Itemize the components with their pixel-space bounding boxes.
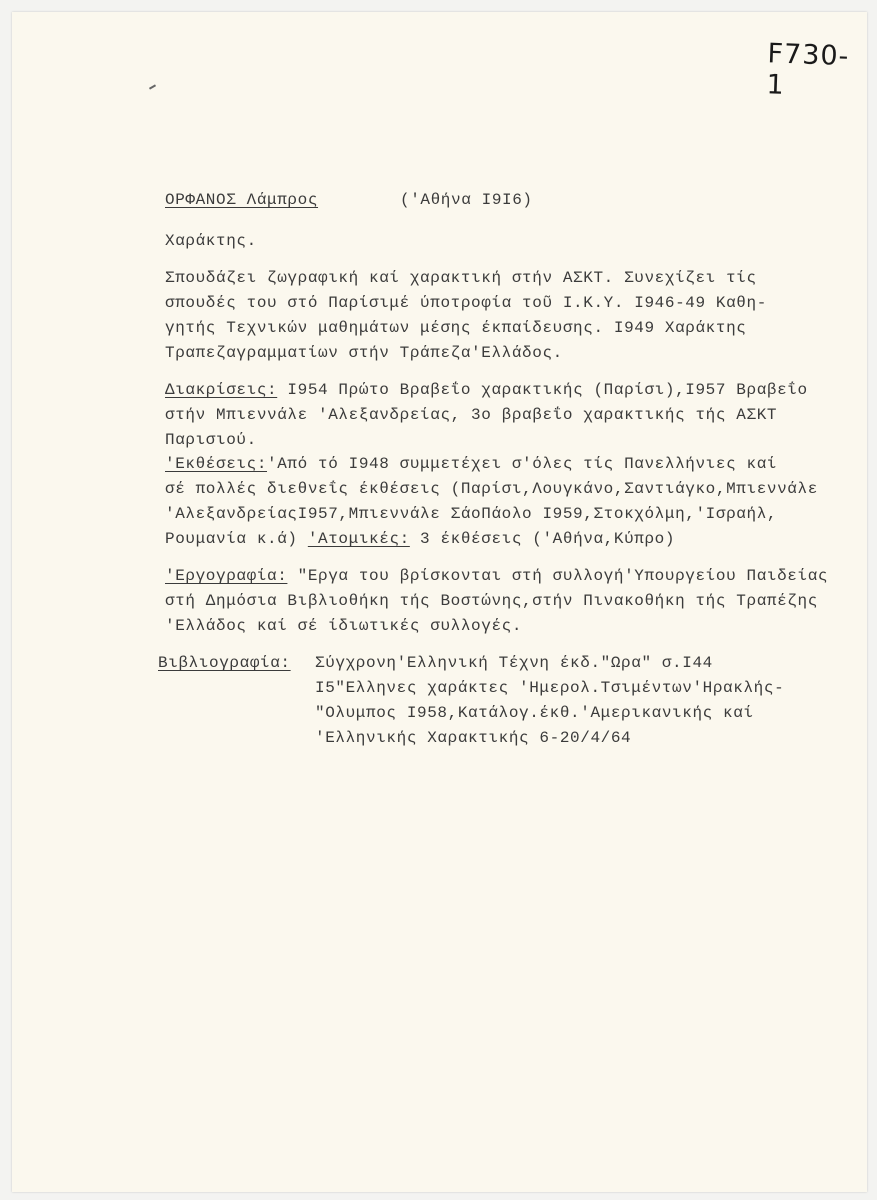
- bibliography-label: Βιβλιογραφία:: [158, 654, 291, 672]
- works-line: στή Δημόσια Βιβλιοθήκη τής Βοστώνης,στήν Πινακοθήκη τής Τραπέζης: [165, 592, 818, 610]
- archive-reference: F730- 1: [765, 38, 850, 101]
- exhibitions-line: [165, 453, 777, 475]
- biography-line: σπουδές του στό Παρίσιμέ ύποτροφία τοῦ Ι.Κ.Υ. Ι946-49 Καθη-: [165, 294, 767, 312]
- exhibitions-text: Ρουμανία κ.ά): [165, 530, 298, 548]
- bibliography-line: Ι5"Ελληνες χαράκτες 'Ημερολ.Τσιμέντων'Ηρακλής-: [315, 679, 785, 697]
- distinctions-line: Παρισιού.: [165, 431, 257, 449]
- works-line: 'Ελλάδος καί σέ ίδιωτικές συλλογές.: [165, 617, 523, 635]
- biography-line: Τραπεζαγραμματίων στήν Τράπεζα'Ελλάδος.: [165, 344, 563, 362]
- distinctions-label: Διακρίσεις:: [165, 381, 278, 399]
- document-page: [12, 12, 867, 1192]
- works-label: 'Εργογραφία:: [165, 567, 288, 585]
- exhibitions-label: 'Εκθέσεις:: [165, 455, 268, 473]
- bibliography-line: "Ολυμπος Ι958,Κατάλογ.έκθ.'Αμερικανικής καί: [315, 704, 754, 722]
- exhibitions-line: σέ πολλές διεθνεΐς έκθέσεις (Παρίσι,Λουγκάνο,Σαντιάγκο,Μπιεννάλε: [165, 480, 818, 498]
- profession: Χαράκτης.: [165, 232, 257, 250]
- ink-mark: [149, 84, 156, 89]
- distinctions-text: Ι954 Πρώτο Βραβεΐο χαρακτικής (Παρίσι),Ι957 Βραβεΐο: [277, 381, 808, 399]
- biography-line: γητής Τεχνικών μαθημάτων μέσης έκπαίδευσης. Ι949 Χαράκτης: [165, 319, 747, 337]
- bibliography-line: Σύγχρονη'Ελληνική Τέχνη έκδ."Ωρα" σ.Ι44: [315, 654, 713, 672]
- works-text: "Εργα του βρίσκονται στή συλλογή'Υπουργείου Παιδείας: [287, 567, 829, 585]
- bibliography-line: 'Ελληνικής Χαρακτικής 6-20/4/64: [315, 729, 632, 747]
- biography-line: Σπουδάζει ζωγραφική καί χαρακτική στήν ΑΣΚΤ. Συνεχίζει τίς: [165, 269, 757, 287]
- exhibitions-line: 'ΑλεξανδρείαςΙ957,Μπιεννάλε ΣάοΠάολο Ι959,Στοκχόλμη,'Ισραήλ,: [165, 505, 778, 523]
- works-line: [165, 565, 828, 587]
- distinctions-line: στήν Μπιεννάλε 'Αλεξανδρείας, 3ο βραβεΐο χαρακτικής τής ΑΣΚΤ: [165, 406, 778, 424]
- artist-name: ΟΡΦΑΝΟΣ Λάμπρος: [165, 191, 319, 209]
- exhibitions-text: 'Από τό Ι948 συμμετέχει σ'όλες τίς Πανελλήνιες καί: [267, 455, 778, 473]
- distinctions-line: [165, 379, 808, 401]
- birth-info: ('Αθήνα Ι9Ι6): [400, 191, 533, 209]
- solo-label: 'Ατομικές:: [307, 530, 410, 548]
- solo-text: 3 έκθέσεις ('Αθήνα,Κύπρο): [420, 530, 676, 548]
- exhibitions-line: [165, 528, 675, 550]
